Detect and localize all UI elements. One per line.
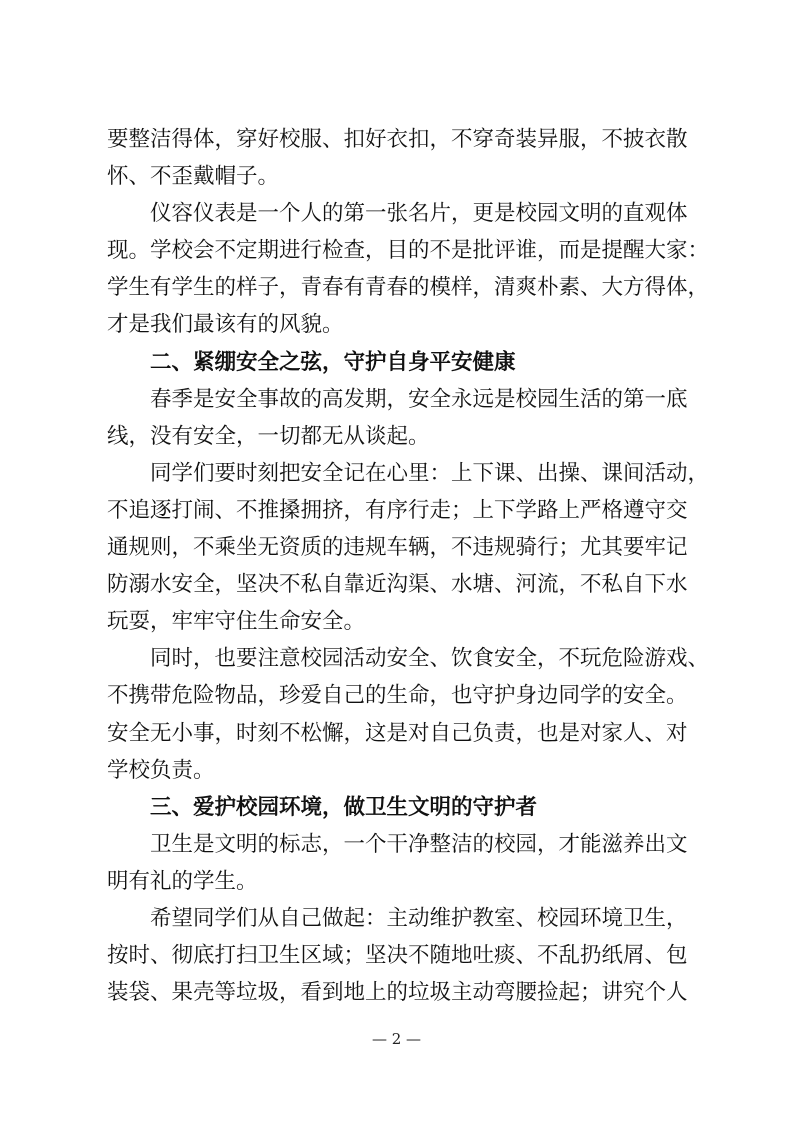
text-line: 明有礼的学生。	[107, 868, 258, 894]
page-number: — 2 —	[371, 1030, 422, 1048]
text-line: 防溺水安全，坚决不私自靠近沟渠、水塘、河流，不私自下水	[107, 572, 688, 598]
paragraph-first-line: 同时，也要注意校园活动安全、饮食安全，不玩危险游戏、	[150, 646, 710, 672]
text-line: 按时、彻底打扫卫生区域；坚决不随地吐痰、不乱扔纸屑、包	[107, 943, 688, 969]
text-line: 不追逐打闹、不推搡拥挤，有序行走；上下学路上严格遵守交	[107, 497, 688, 523]
text-line: 安全无小事，时刻不松懈，这是对自己负责，也是对家人、对	[107, 720, 688, 746]
paragraph-first-line: 同学们要时刻把安全记在心里：上下课、出操、课间活动，	[150, 460, 710, 486]
text-line: 装袋、果壳等垃圾，看到地上的垃圾主动弯腰捡起；讲究个人	[107, 980, 688, 1006]
section-heading: 二、紧绷安全之弦，守护自身平安健康	[150, 349, 516, 375]
text-line: 要整洁得体，穿好校服、扣好衣扣，不穿奇装异服，不披衣散	[107, 127, 688, 152]
paragraph-first-line: 卫生是文明的标志，一个干净整洁的校园，才能滋养出文	[150, 831, 688, 857]
text-line: 不携带危险物品，珍爱自己的生命，也守护身边同学的安全。	[107, 683, 688, 709]
document-body	[107, 121, 710, 1011]
text-line: 通规则，不乘坐无资质的违规车辆，不违规骑行；尤其要牢记	[107, 535, 688, 561]
text-line: 怀、不歪戴帽子。	[107, 164, 280, 190]
paragraph-first-line: 春季是安全事故的高发期，安全永远是校园生活的第一底	[150, 386, 688, 412]
paragraph-first-line: 希望同学们从自己做起：主动维护教室、校园环境卫生，	[150, 905, 688, 931]
text-line: 玩耍，牢牢守住生命安全。	[107, 609, 366, 635]
text-line: 才是我们最该有的风貌。	[107, 312, 344, 338]
text-line: 学生有学生的样子，青春有青春的模样，清爽朴素、大方得体，	[107, 275, 710, 301]
text-line: 现。学校会不定期进行检查，目的不是批评谁，而是提醒大家：	[107, 238, 710, 264]
paragraph-first-line: 仪容仪表是一个人的第一张名片，更是校园文明的直观体	[150, 201, 688, 227]
section-heading: 三、爱护校园环境，做卫生文明的守护者	[150, 794, 538, 820]
text-line: 学校负责。	[107, 757, 215, 783]
text-line: 线，没有安全，一切都无从谈起。	[107, 423, 430, 449]
